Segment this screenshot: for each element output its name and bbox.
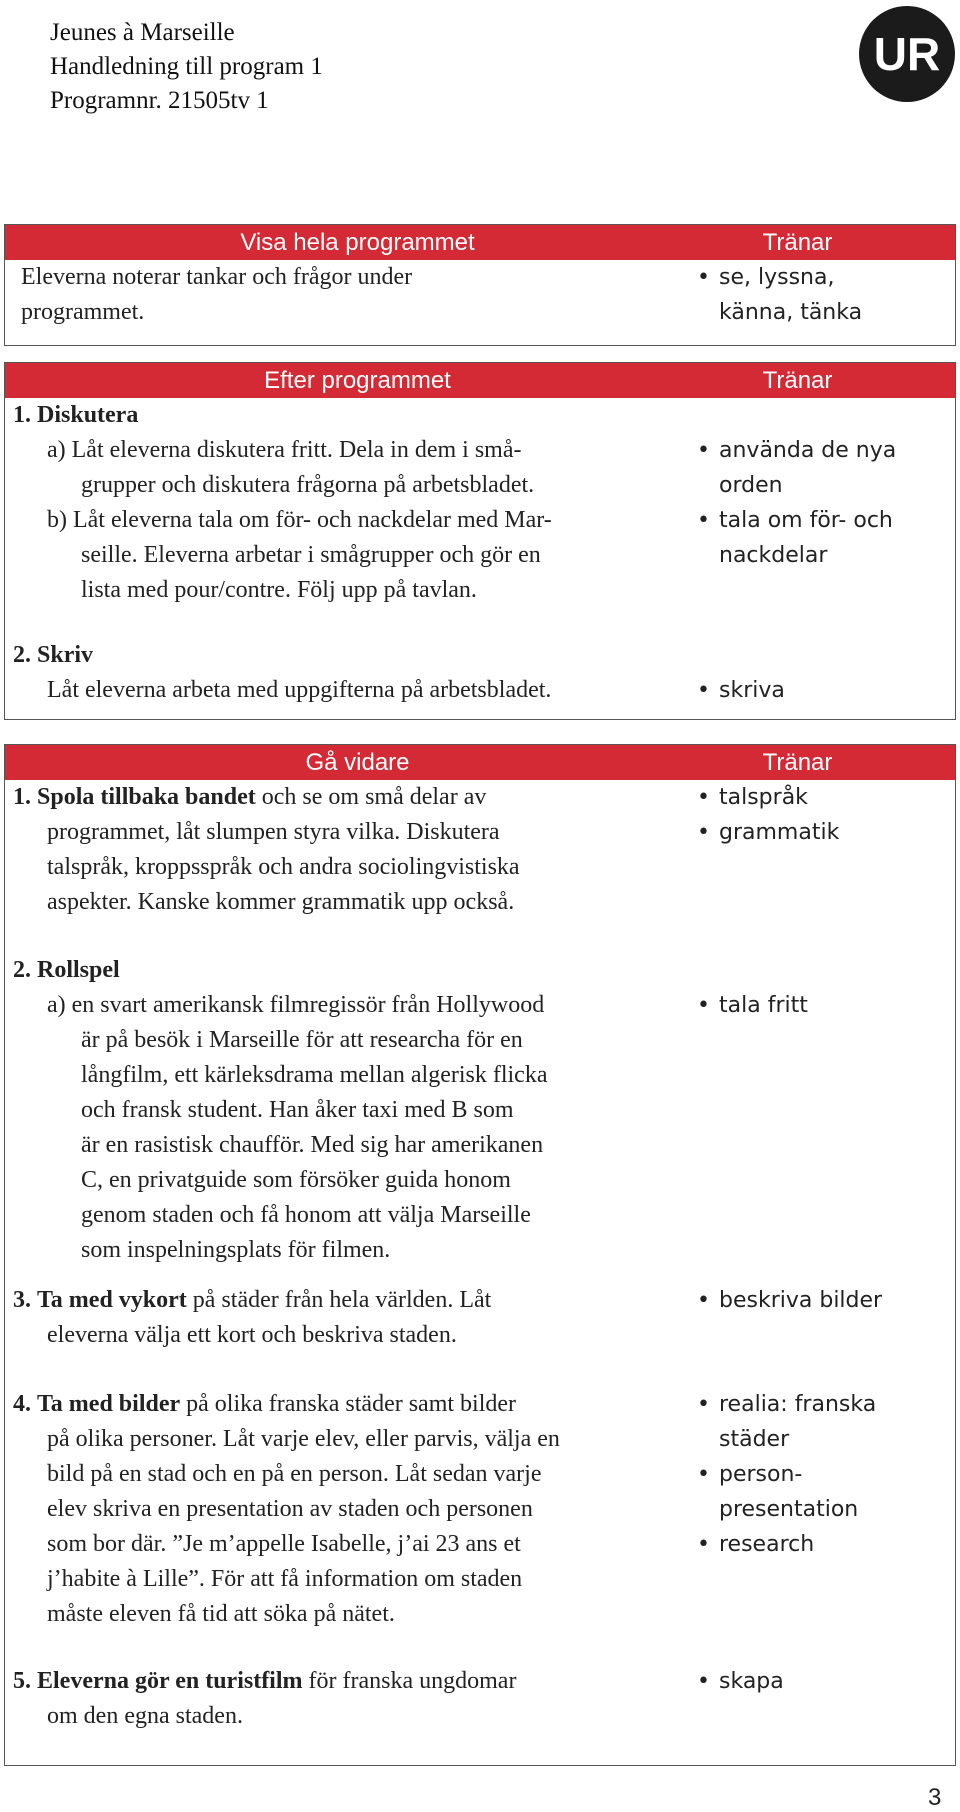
item-rest: och se om små delar av — [255, 784, 487, 810]
text-line: som inspelningsplats för filmen. — [81, 1237, 391, 1263]
skill-item-cont: känna, tänka — [719, 300, 863, 325]
text-line: a) en svart amerikansk filmregissör från Hollywood — [47, 992, 545, 1018]
item-number: 4. — [13, 1391, 31, 1417]
text-line: aspekter. Kanske kommer grammatik upp också. — [47, 889, 515, 915]
text-line: j’habite à Lille”. För att få information om staden — [47, 1566, 523, 1592]
skills-list — [697, 988, 947, 1023]
item-spola-tillbaka — [13, 780, 693, 920]
skill-item: • skapa — [697, 1664, 947, 1699]
section-efter-programmet — [4, 362, 956, 720]
item-bold: Eleverna gör en turistfilm — [37, 1668, 303, 1694]
header-program-number: Programnr. 21505tv 1 — [50, 87, 269, 114]
text-line: grupper och diskutera frågorna på arbetsbladet. — [81, 472, 535, 498]
text-line: bild på en stad och en på en person. Låt sedan varje — [47, 1461, 542, 1487]
header-subtitle: Handledning till program 1 — [50, 53, 323, 80]
text-line: a) Låt eleverna diskutera fritt. Dela in dem i små- — [47, 437, 522, 463]
skill-item-cont: orden — [719, 473, 783, 498]
text-line: och fransk student. Han åker taxi med B som — [81, 1097, 514, 1123]
section-title: Visa hela programmet — [240, 229, 475, 256]
item-bold: Ta med bilder — [37, 1391, 181, 1417]
text-line: C, en privatguide som försöker guida honom — [81, 1167, 511, 1193]
skills-list — [697, 1664, 947, 1699]
item-number: 2. — [13, 957, 31, 983]
skills-list — [697, 1283, 947, 1318]
item-title: Skriv — [37, 642, 94, 668]
item-rest: på olika franska städer samt bilder — [180, 1391, 517, 1417]
item-rest: för franska ungdomar — [302, 1668, 517, 1694]
item-title: Rollspel — [37, 957, 120, 983]
item-title: Diskutera — [37, 402, 139, 428]
text-line: elev skriva en presentation av staden och personen — [47, 1496, 533, 1522]
text-line: programmet, låt slumpen styra vilka. Diskutera — [47, 819, 500, 845]
item-bilder — [13, 1387, 693, 1632]
item-number: 3. — [13, 1287, 31, 1313]
section-right-title: Tränar — [762, 229, 833, 256]
text-line: långfilm, ett kärleksdrama mellan algerisk flicka — [81, 1062, 548, 1088]
section-title: Efter programmet — [264, 367, 451, 394]
section-visa-hela-programmet — [4, 224, 956, 346]
text-line: på olika personer. Låt varje elev, eller parvis, välja en — [47, 1426, 560, 1452]
ur-logo-icon — [857, 4, 957, 104]
item-number: 1. — [13, 402, 31, 428]
skill-item: • tala fritt — [697, 988, 947, 1023]
section-ga-vidare — [4, 744, 956, 1766]
item-number: 2. — [13, 642, 31, 668]
skill-item-cont: nackdelar — [719, 543, 828, 568]
skills-list — [697, 780, 947, 850]
item-diskutera — [13, 398, 653, 608]
skill-item-cont: presentation — [719, 1497, 859, 1522]
skill-item: • person- — [697, 1457, 947, 1492]
item-rollspel — [13, 953, 693, 1268]
section-band — [5, 745, 955, 780]
skills-list — [697, 1387, 947, 1562]
page-number: 3 — [928, 1784, 942, 1811]
skill-item: • realia: franska — [697, 1387, 947, 1422]
item-turistfilm — [13, 1664, 693, 1734]
text-line: Låt eleverna arbeta med uppgifterna på arbetsbladet. — [47, 677, 552, 703]
item-skriv — [13, 638, 653, 708]
skills-list — [697, 260, 947, 330]
text-line: är på besök i Marseille för att researcha för en — [81, 1027, 523, 1053]
section-band — [5, 225, 955, 260]
section-right-title: Tränar — [762, 749, 833, 776]
text-line: lista med pour/contre. Följ upp på tavlan. — [81, 577, 477, 603]
text-line: måste eleven få tid att söka på nätet. — [47, 1601, 395, 1627]
skill-item-cont: städer — [719, 1427, 790, 1452]
text-line: seille. Eleverna arbetar i smågrupper och gör en — [81, 542, 541, 568]
skill-item: • skriva — [697, 673, 947, 708]
text-line: som bor där. ”Je m’appelle Isabelle, j’ai 23 ans et — [47, 1531, 521, 1557]
section-title: Gå vidare — [305, 749, 410, 776]
skill-item: • använda de nya — [697, 433, 947, 468]
skill-item: • talspråk — [697, 780, 947, 815]
skills-list — [697, 673, 947, 708]
item-rest: på städer från hela världen. Låt — [186, 1287, 492, 1313]
skills-list — [697, 433, 947, 573]
text-line: Eleverna noterar tankar och frågor under — [21, 264, 413, 290]
text-line: b) Låt eleverna tala om för- och nackdelar med Mar- — [47, 507, 552, 533]
text-line: genom staden och få honom att välja Marseille — [81, 1202, 531, 1228]
skill-item: • research — [697, 1527, 947, 1562]
item-number: 1. — [13, 784, 31, 810]
text-line: är en rasistisk chaufför. Med sig har amerikanen — [81, 1132, 544, 1158]
skill-item: • beskriva bilder — [697, 1283, 947, 1318]
document-header — [50, 16, 323, 118]
skill-item: • tala om för- och — [697, 503, 947, 538]
item-bold: Spola tillbaka bandet — [37, 784, 256, 810]
text-line: eleverna välja ett kort och beskriva staden. — [47, 1322, 457, 1348]
skill-item: • se, lyssna, — [697, 260, 947, 295]
section-text — [21, 260, 661, 330]
item-bold: Ta med vykort — [37, 1287, 187, 1313]
logo-text: UR — [873, 28, 941, 80]
section-right-title: Tränar — [762, 367, 833, 394]
item-number: 5. — [13, 1668, 31, 1694]
text-line: talspråk, kroppsspråk och andra sociolingvistiska — [47, 854, 520, 880]
text-line: om den egna staden. — [47, 1703, 243, 1729]
header-title: Jeunes à Marseille — [50, 19, 235, 46]
skill-item: • grammatik — [697, 815, 947, 850]
section-band — [5, 363, 955, 398]
text-line: programmet. — [21, 299, 145, 325]
item-vykort — [13, 1283, 693, 1353]
